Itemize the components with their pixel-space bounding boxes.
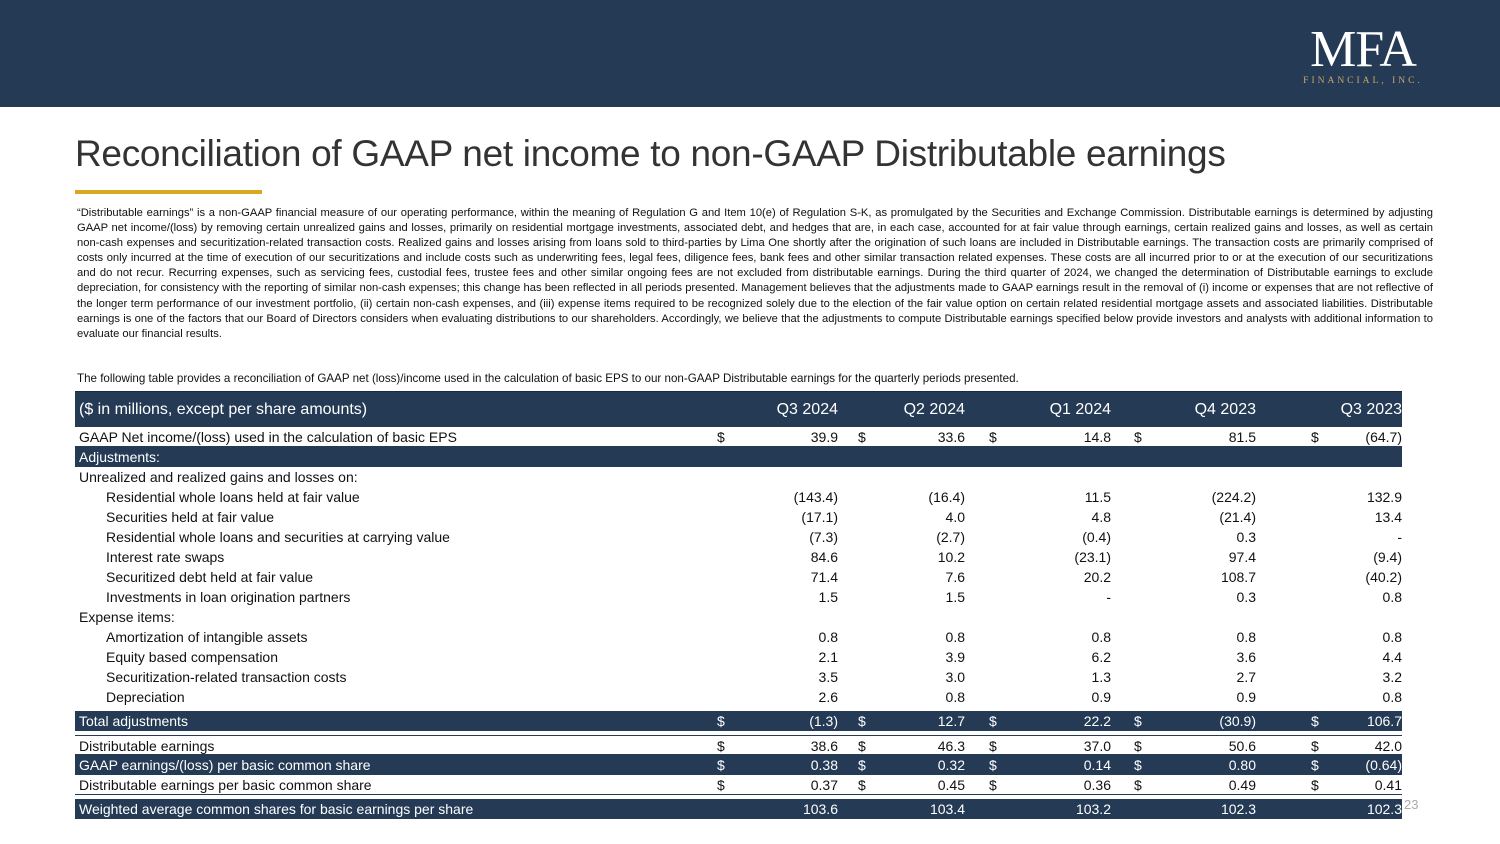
cell-value: 0.9 <box>1091 689 1111 705</box>
cell-value: 0.8 <box>1382 589 1402 605</box>
cell-value: 22.2 <box>1083 713 1111 729</box>
cell-value: 4.0 <box>945 509 965 525</box>
currency-symbol: $ <box>717 429 725 445</box>
cell-value: 102.3 <box>1220 801 1256 817</box>
cell-value: 10.2 <box>937 549 965 565</box>
currency-symbol: $ <box>1311 738 1319 754</box>
title-underline <box>75 190 262 194</box>
cell-value: 103.6 <box>802 801 838 817</box>
description-paragraph: “Distributable earnings” is a non-GAAP financial measure of our operating performance, within the meaning of Regulation G and Item 10(e) of Regulation S-K, as promulgated by the Securities and Exchange Commission. Distributable earnings is determined by adjusting GAAP net income/(loss) by removing certain unrealized gains and losses, primarily on residential mortgage investments, associated debt, and hedges that are, in each case, accounted for at fair value through earnings, certain realized gains and losses, as well as certain non-cash expenses and securitization-related transaction costs. Realized gains and losses arising from loans sold to third-parties by Lima One shortly after the origination of such loans are included in Distributable earnings. The transaction costs are primarily comprised of costs only incurred at the time of execution of our securitizations and include costs such as underwriting fees, legal fees, diligence fees, bank fees and other similar transaction related expenses. These costs are all incurred prior to or at the execution of our securitizations and do not recur. Recurring expenses, such as servicing fees, custodial fees, trustee fees and other similar ongoing fees are not excluded from distributable earnings. During the third quarter of 2024, we changed the determination of Distributable earnings to exclude depreciation, for consistency with the reporting of similar non-cash expenses; this change has been reflected in all periods presented. Management believes that the adjustments made to GAAP earnings result in the removal of (i) income or expenses that are not reflective of the longer term performance of our investment portfolio, (ii) certain non-cash expenses, and (iii) expense items required to be recognized solely due to the election of the fair value option on certain related residential mortgage assets and associated liabilities. Distributable earnings is one of the factors that our Board of Directors considers when evaluating distributions to our shareholders. Accordingly, we believe that the adjustments to compute Distributable earnings specified below provide investors and analysts with additional information to evaluate our financial results. <box>77 207 1433 340</box>
currency-symbol: $ <box>1134 738 1142 754</box>
row-label: Investments in loan origination partners <box>106 589 351 605</box>
cell-value: (16.4) <box>928 489 965 505</box>
row-label: Residential whole loans held at fair value <box>106 489 360 505</box>
table-section-row <box>75 447 1402 467</box>
row-label: Equity based compensation <box>106 649 278 665</box>
cell-value: 0.8 <box>945 629 965 645</box>
cell-value: (40.2) <box>1365 569 1402 585</box>
row-label: Distributable earnings per basic common share <box>79 777 372 793</box>
table-row <box>75 547 1402 567</box>
table-row <box>75 507 1402 527</box>
cell-value: 39.9 <box>810 429 838 445</box>
cell-value: (224.2) <box>1211 489 1256 505</box>
currency-symbol: $ <box>1311 757 1319 773</box>
cell-value: (23.1) <box>1074 549 1111 565</box>
currency-symbol: $ <box>1311 777 1319 793</box>
cell-value: 14.8 <box>1083 429 1111 445</box>
cell-value: 4.8 <box>1091 509 1111 525</box>
currency-symbol: $ <box>858 738 866 754</box>
row-label: Distributable earnings <box>79 738 215 754</box>
cell-value: 1.5 <box>945 589 965 605</box>
cell-value: (0.64) <box>1365 757 1402 773</box>
cell-value: 106.7 <box>1366 713 1402 729</box>
table-section-row <box>75 607 1402 627</box>
cell-value: 0.9 <box>1236 689 1256 705</box>
cell-value: 0.38 <box>810 757 838 773</box>
cell-value: 11.5 <box>1084 489 1111 505</box>
cell-value: 0.41 <box>1374 777 1402 793</box>
table-row <box>75 667 1402 687</box>
header-bar <box>0 0 1500 107</box>
cell-value: 0.8 <box>1382 689 1402 705</box>
cell-value: 102.3 <box>1366 801 1402 817</box>
cell-value: (17.1) <box>801 509 838 525</box>
cell-value: 42.0 <box>1374 738 1402 754</box>
cell-value: 103.2 <box>1075 801 1111 817</box>
row-label: Depreciation <box>106 689 185 705</box>
cell-value: (143.4) <box>793 489 838 505</box>
cell-value: 7.6 <box>945 569 965 585</box>
currency-symbol: $ <box>717 713 725 729</box>
currency-symbol: $ <box>717 738 725 754</box>
table-section-row <box>75 467 1402 487</box>
cell-value: 1.5 <box>818 589 838 605</box>
currency-symbol: $ <box>1134 777 1142 793</box>
cell-value: 97.4 <box>1228 549 1256 565</box>
cell-value: 3.0 <box>945 669 965 685</box>
currency-symbol: $ <box>858 777 866 793</box>
table-row <box>75 527 1402 547</box>
table-row <box>75 587 1402 607</box>
cell-value: 6.2 <box>1091 649 1111 665</box>
logo-subtitle: FINANCIAL, INC. <box>1303 76 1423 86</box>
cell-value: 132.9 <box>1366 489 1402 505</box>
cell-value: 20.2 <box>1083 569 1111 585</box>
cell-value: 0.14 <box>1083 757 1111 773</box>
cell-value: 0.3 <box>1236 529 1256 545</box>
cell-value: (1.3) <box>809 713 838 729</box>
cell-value: 0.8 <box>1382 629 1402 645</box>
logo-wordmark: MFA <box>1310 21 1416 78</box>
cell-value: 3.5 <box>818 669 838 685</box>
cell-value: 2.1 <box>818 649 838 665</box>
cell-value: 0.3 <box>1236 589 1256 605</box>
table-row <box>75 567 1402 587</box>
table-intro: The following table provides a reconciliation of GAAP net (loss)/income used in the calculation of basic EPS to our non-GAAP Distributable earnings for the quarterly periods presented. <box>77 372 1019 385</box>
currency-symbol: $ <box>1134 757 1142 773</box>
cell-value: 3.2 <box>1382 669 1402 685</box>
cell-value: - <box>1397 529 1402 545</box>
cell-value: 13.4 <box>1374 509 1402 525</box>
table-row <box>75 647 1402 667</box>
cell-value: 71.4 <box>810 569 838 585</box>
cell-value: (9.4) <box>1373 549 1402 565</box>
cell-value: 1.3 <box>1091 669 1111 685</box>
table-row <box>75 735 1402 755</box>
currency-symbol: $ <box>1134 429 1142 445</box>
page-number: 23 <box>1404 797 1419 812</box>
table-row <box>75 427 1402 447</box>
cell-value: (64.7) <box>1365 429 1402 445</box>
cell-value: - <box>1106 589 1111 605</box>
cell-value: 0.32 <box>937 757 965 773</box>
cell-value: 3.6 <box>1236 649 1256 665</box>
cell-value: 2.6 <box>818 689 838 705</box>
row-label: Securitized debt held at fair value <box>106 569 314 585</box>
cell-value: (21.4) <box>1219 509 1256 525</box>
cell-value: 0.45 <box>937 777 965 793</box>
cell-value: 0.8 <box>1091 629 1111 645</box>
cell-value: 108.7 <box>1220 569 1256 585</box>
row-label: GAAP earnings/(loss) per basic common share <box>79 757 371 773</box>
cell-value: 37.0 <box>1083 738 1111 754</box>
row-label: Weighted average common shares for basic earnings per share <box>79 801 474 817</box>
currency-symbol: $ <box>1311 429 1319 445</box>
cell-value: 0.8 <box>1236 629 1256 645</box>
cell-value: 0.37 <box>810 777 838 793</box>
cell-value: (0.4) <box>1082 529 1111 545</box>
cell-value: (30.9) <box>1219 713 1256 729</box>
currency-symbol: $ <box>1311 713 1319 729</box>
cell-value: 12.7 <box>937 713 965 729</box>
currency-symbol: $ <box>717 757 725 773</box>
cell-value: 50.6 <box>1228 738 1256 754</box>
currency-symbol: $ <box>989 713 997 729</box>
table-header-row <box>75 391 1402 427</box>
row-label: Securitization-related transaction costs <box>106 669 347 685</box>
column-header: Q4 2023 <box>1194 401 1256 418</box>
row-label: Expense items: <box>79 609 175 625</box>
header-label: ($ in millions, except per share amounts) <box>79 401 368 418</box>
currency-symbol: $ <box>989 738 997 754</box>
cell-value: 4.4 <box>1382 649 1402 665</box>
row-label: Amortization of intangible assets <box>106 629 308 645</box>
cell-value: 84.6 <box>810 549 838 565</box>
currency-symbol: $ <box>1134 713 1142 729</box>
cell-value: 0.36 <box>1083 777 1111 793</box>
cell-value: 0.8 <box>818 629 838 645</box>
table-row <box>75 775 1402 795</box>
mfa-logo <box>1298 21 1428 86</box>
cell-value: 81.5 <box>1228 429 1256 445</box>
currency-symbol: $ <box>858 429 866 445</box>
column-header: Q3 2023 <box>1340 401 1402 418</box>
cell-value: 46.3 <box>937 738 965 754</box>
cell-value: 2.7 <box>1236 669 1256 685</box>
table-row <box>75 487 1402 507</box>
cell-value: 0.8 <box>945 689 965 705</box>
cell-value: 38.6 <box>810 738 838 754</box>
row-label: Adjustments: <box>79 449 160 465</box>
table-row <box>75 799 1402 819</box>
currency-symbol: $ <box>858 757 866 773</box>
row-label: Interest rate swaps <box>106 549 225 565</box>
table-row <box>75 755 1402 775</box>
cell-value: 0.80 <box>1228 757 1256 773</box>
row-label: Securities held at fair value <box>106 509 275 525</box>
cell-value: 3.9 <box>945 649 965 665</box>
table-total-row <box>75 711 1402 731</box>
row-label: GAAP Net income/(loss) used in the calculation of basic EPS <box>79 429 457 445</box>
cell-value: (2.7) <box>936 529 965 545</box>
cell-value: 103.4 <box>929 801 965 817</box>
table-row <box>75 627 1402 647</box>
page-title: Reconciliation of GAAP net income to non-GAAP Distributable earnings <box>75 133 1226 174</box>
currency-symbol: $ <box>717 777 725 793</box>
currency-symbol: $ <box>989 429 997 445</box>
column-header: Q2 2024 <box>903 401 965 418</box>
row-label: Unrealized and realized gains and losses on: <box>79 469 358 485</box>
currency-symbol: $ <box>989 757 997 773</box>
currency-symbol: $ <box>989 777 997 793</box>
reconciliation-table <box>75 391 1402 819</box>
row-label: Residential whole loans and securities at carrying value <box>106 529 450 545</box>
column-header: Q1 2024 <box>1049 401 1111 418</box>
cell-value: (7.3) <box>809 529 838 545</box>
currency-symbol: $ <box>858 713 866 729</box>
cell-value: 0.49 <box>1228 777 1256 793</box>
row-label: Total adjustments <box>79 713 188 729</box>
cell-value: 33.6 <box>937 429 965 445</box>
column-header: Q3 2024 <box>776 401 838 418</box>
table-row <box>75 687 1402 707</box>
